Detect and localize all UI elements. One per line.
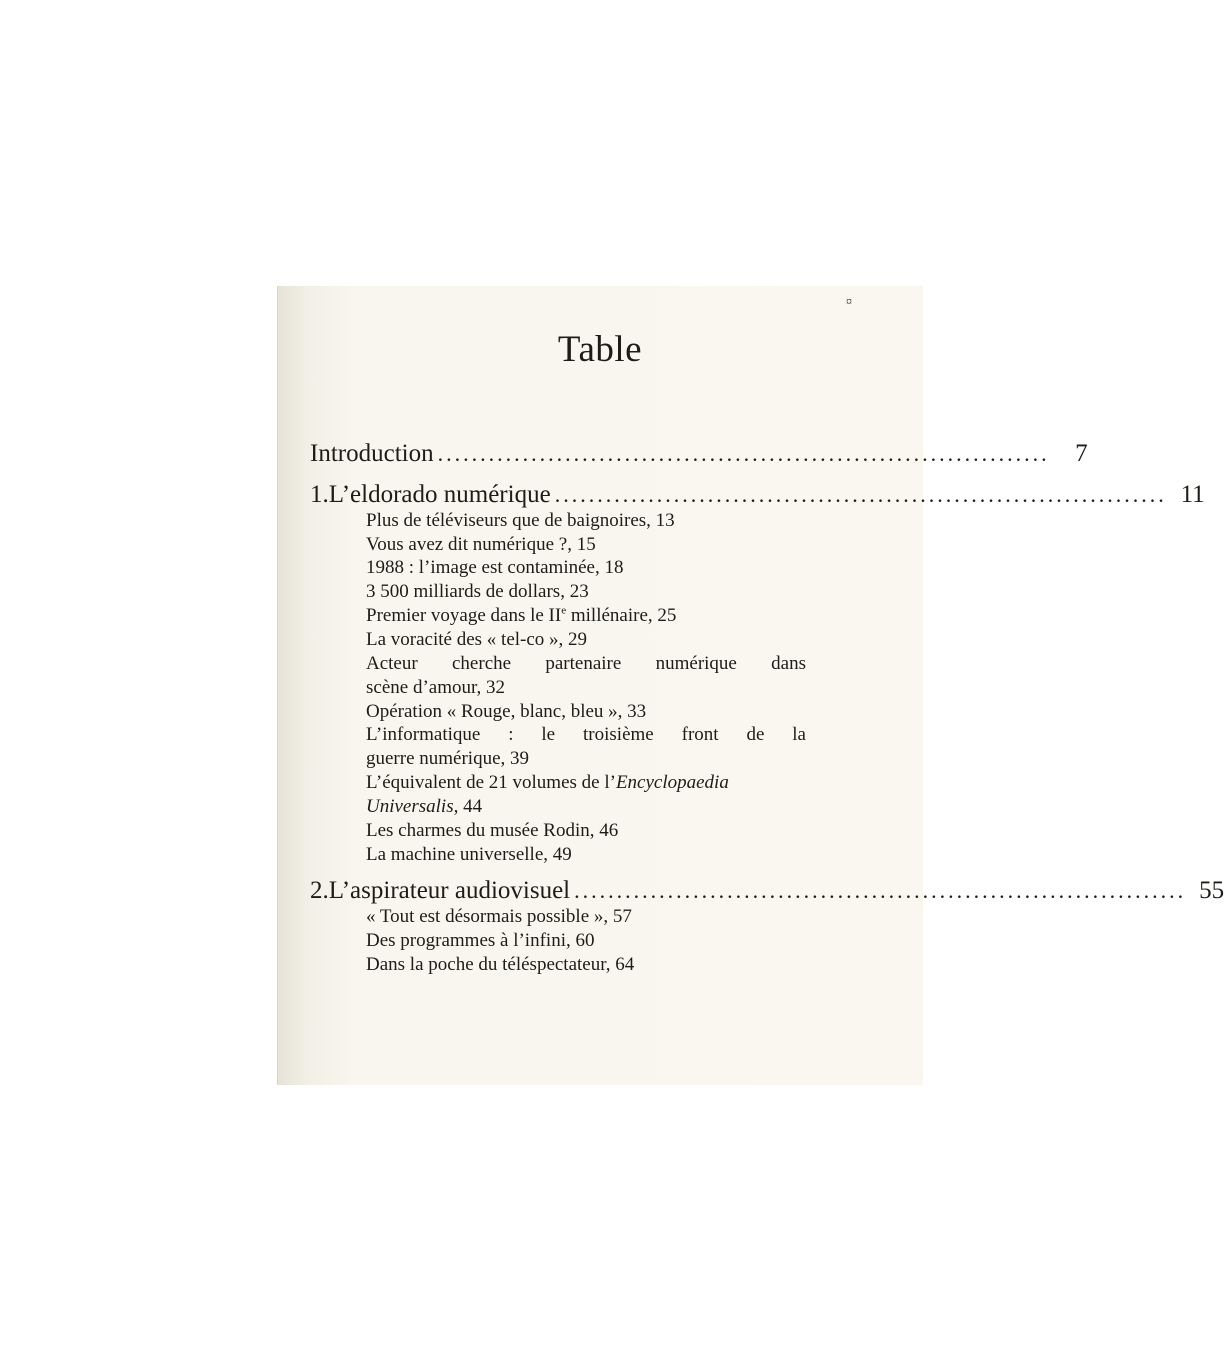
toc-subentry: Opération « Rouge, blanc, bleu », 33 — [366, 701, 647, 722]
toc-page-number: 55 — [1199, 877, 1224, 904]
toc-subentry: L’équivalent de 21 volumes de l’Encyclopaedia — [366, 772, 729, 793]
dot-leader: ........................................................................ — [554, 482, 1167, 507]
toc-entry-label: L’eldorado numérique — [328, 481, 551, 508]
book-page — [277, 286, 1224, 1085]
chapter-number: 2. — [310, 877, 329, 904]
toc-entry-chapter-1 — [310, 481, 1205, 509]
toc-subentry: Plus de téléviseurs que de baignoires, 13 — [366, 510, 675, 531]
toc-entry-introduction — [310, 440, 1088, 468]
toc-entry-chapter-2 — [310, 877, 1224, 905]
toc-subentry: La machine universelle, 49 — [366, 844, 572, 865]
toc-page-number: 7 — [1075, 440, 1088, 467]
corner-mark: ¤ — [846, 294, 852, 308]
toc-page-number: 11 — [1180, 481, 1205, 508]
toc-entry-label: Introduction — [310, 440, 434, 467]
toc-subentry: scène d’amour, 32 — [366, 677, 506, 698]
toc-subentry: 1988 : l’image est contaminée, 18 — [366, 557, 624, 578]
toc-subentry: Vous avez dit numérique ?, 15 — [366, 534, 596, 555]
toc-subentry: « Tout est désormais possible », 57 — [366, 906, 632, 927]
toc-subentry: Acteur cherche partenaire numérique dans — [366, 653, 806, 674]
chapter-number: 1. — [310, 481, 329, 508]
dot-leader: ........................................................................ — [574, 878, 1187, 903]
toc-subentry: Premier voyage dans le IIe millénaire, 25 — [366, 604, 677, 626]
toc-subentry: Universalis, 44 — [366, 796, 483, 817]
toc-subentry: Dans la poche du téléspectateur, 64 — [366, 954, 635, 975]
toc-subentry: guerre numérique, 39 — [366, 748, 530, 769]
toc-entry-label: L’aspirateur audiovisuel — [328, 877, 571, 904]
toc-subentry: L’informatique : le troisième front de la — [366, 724, 806, 745]
page-title: Table — [557, 329, 643, 370]
toc-subentry: 3 500 milliards de dollars, 23 — [366, 581, 589, 602]
dot-leader: ........................................................................ — [437, 441, 1050, 466]
toc-subentry: Des programmes à l’infini, 60 — [366, 930, 595, 951]
toc-subentry: La voracité des « tel-co », 29 — [366, 629, 588, 650]
toc-subentry: Les charmes du musée Rodin, 46 — [366, 820, 619, 841]
